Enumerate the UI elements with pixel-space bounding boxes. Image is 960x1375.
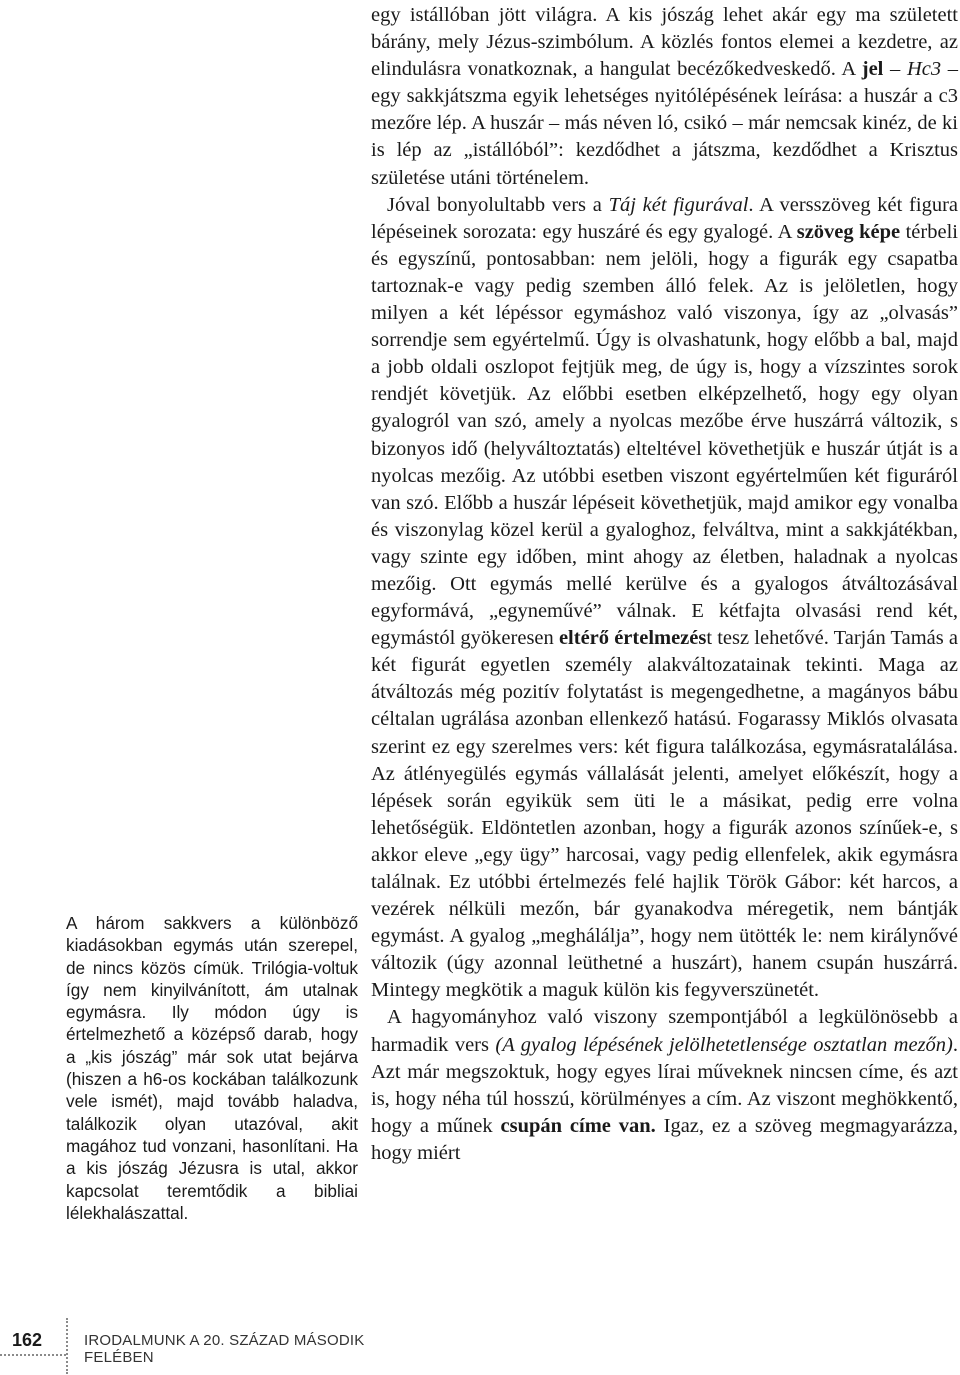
running-head: IRODALMUNK A 20. SZÁZAD MÁSODIK FELÉBEN [84,1332,365,1366]
text-run: Igaz, ez a szöveg megmagyarázza, hogy miért [371,1114,958,1164]
text-run: t tesz lehetővé. Tarján Tamás a két figurát egyetlen személy alakváltozatainak tekinti. Maga az átváltozás még pozitív folytatást is megengedhetne, a magányos bábu céltalan ugrálása azonban ellenkező hatású. Fogarassy Miklós olvasata szerint ez egy szerelmes vers: két figura találkozása, egymásratalálása. Az átlényegülés egymás vállalását jelenti, amelyet előkészít, hogy a lépések során egyikük sem üti le a másikat, pedig erre volna lehetőségük. Eldöntetlen azonban, hogy a figurák azonos színűek-e, s akkor eleve „egy ügy” harcosai, vagy pedig ellenfelek, akik egymásra találnak. Ez utóbbi értelmezés felé hajlik Török Gábor: két harcos, a vezérek nélküli mezőn, bár gyanakodva méregetik, nem bántják egymást. A gyalog „meghálálja”, hogy nem ütötték le: nem királynővé változik (úgy azonnal leüthetné a huszárt), hanem csupán huszárrá. Mintegy megkötik a maguk külön kis fegyverszünetét. [371,627,958,1002]
dotted-divider-horizontal [0,1354,66,1356]
margin-note: A három sakkvers a különböző kiadásokban egymás után szerepel, de nincs közös címük. Trilógia-voltuk így nem kinyilvánított, ám utalnak egymásra. Ily módon úgy is értelmezhető a középső darab, hogy a „kis jószág” már sok utat bejárva (hiszen a h6-os kockában találkozunk vele ismét), majd tovább haladva, találkozik olyan utazóval, akit magához tud vonzani, hasonlítani. Ha a kis jószág Jézusra is utal, akkor kapcsolat teremtődik a bibliai lélekhalászattal. [66,913,358,1223]
paragraph-2 [371,192,958,1005]
text-run: egy istállóban jött világra. A kis jószág lehet akár egy ma született bárány, mely Jézus-szimbólum. A közlés fontos elemei a kezdetre, az elindulásra vonatkoznak, a hangulat becézőkedveskedő. A [371,4,958,81]
main-text-column [371,2,958,1167]
bold-term: csupán címe van. [500,1114,656,1137]
text-run: – [883,58,907,81]
bold-term: szöveg képe [796,220,901,243]
text-run: térbeli és egyszínű, pontosabban: nem jelöli, hogy a figurák egy csapatba tartoznak-e vagy pedig szemben álló felek. Az is jelöletlen, hogy milyen a két lépéssor egymáshoz való viszonya, így az „olvasás” sorrendje sem egyértelmű. Úgy is olvashatunk, hogy előbb a bal, majd a jobb oldali oszlopot fejtjük meg, de úgy is, hogy a vízszintes sorok rendjét követjük. Az előbbi esetben elképzelhető, hogy egy olyan gyalogról van szó, amely a nyolcas mezőbe érve huszárrá változik, s bizonyos idő (helyváltoztatás) elteltével követhetjük e huszár útját is a nyolcas mezőig. Az utóbbi esetben viszont egyértelműen két figuráról van szó. Előbb a huszár lépéseit követhetjük, majd amikor egy vonalba és viszonylag közel kerül a gyaloghoz, felváltva, mint a sakkjátékban, vagy szinte egy időben, mint ahogy az életben, haladnak a nyolcas mezőig. Ott egymás mellé kerülve és a gyalogos átváltozásával egyformává, „egyneművé” válnak. E kétfajta olvasási rend két, egymástól gyökeresen [371,220,958,650]
dotted-divider-vertical [66,1318,68,1374]
italic-title: Hc3 [906,58,942,81]
italic-title: (A gyalog lépésének jelölhetetlensége osztatlan mezőn) [495,1033,953,1056]
bold-term: jel [861,58,884,81]
text-run: . A versszöveg két figura lépéseinek sorozata: egy huszáré és egy gyalogé. A [371,193,958,243]
text-run: – egy sakkjátszma egyik lehetséges nyitólépésének leírása: a huszár a c3 mezőre lép. A huszár – más néven ló, csikó – már nemcsak kinéz, de ki is lép az „istállóból”: kezdődhet a játszma, kezdődhet a Krisztus születése utáni történelem. [371,58,958,189]
text-run: A hagyományhoz való viszony szempontjából a legkülönösebb a harmadik vers [371,1006,958,1056]
paragraph-3 [371,1004,958,1167]
bold-term: eltérő értelmezés [558,627,707,650]
page-footer [0,1318,430,1374]
text-run: . Azt már megszoktuk, hogy egyes lírai műveknek nincsen címe, és azt is, hogy néha túl hosszú, körülményes a cím. Az viszont meghökkentő, hogy a műnek [371,1033,958,1137]
italic-title: Táj két figurával [608,193,749,216]
text-run: Jóval bonyolultabb vers a [387,193,609,216]
paragraph-1 [371,2,958,192]
page-number: 162 [12,1330,43,1350]
